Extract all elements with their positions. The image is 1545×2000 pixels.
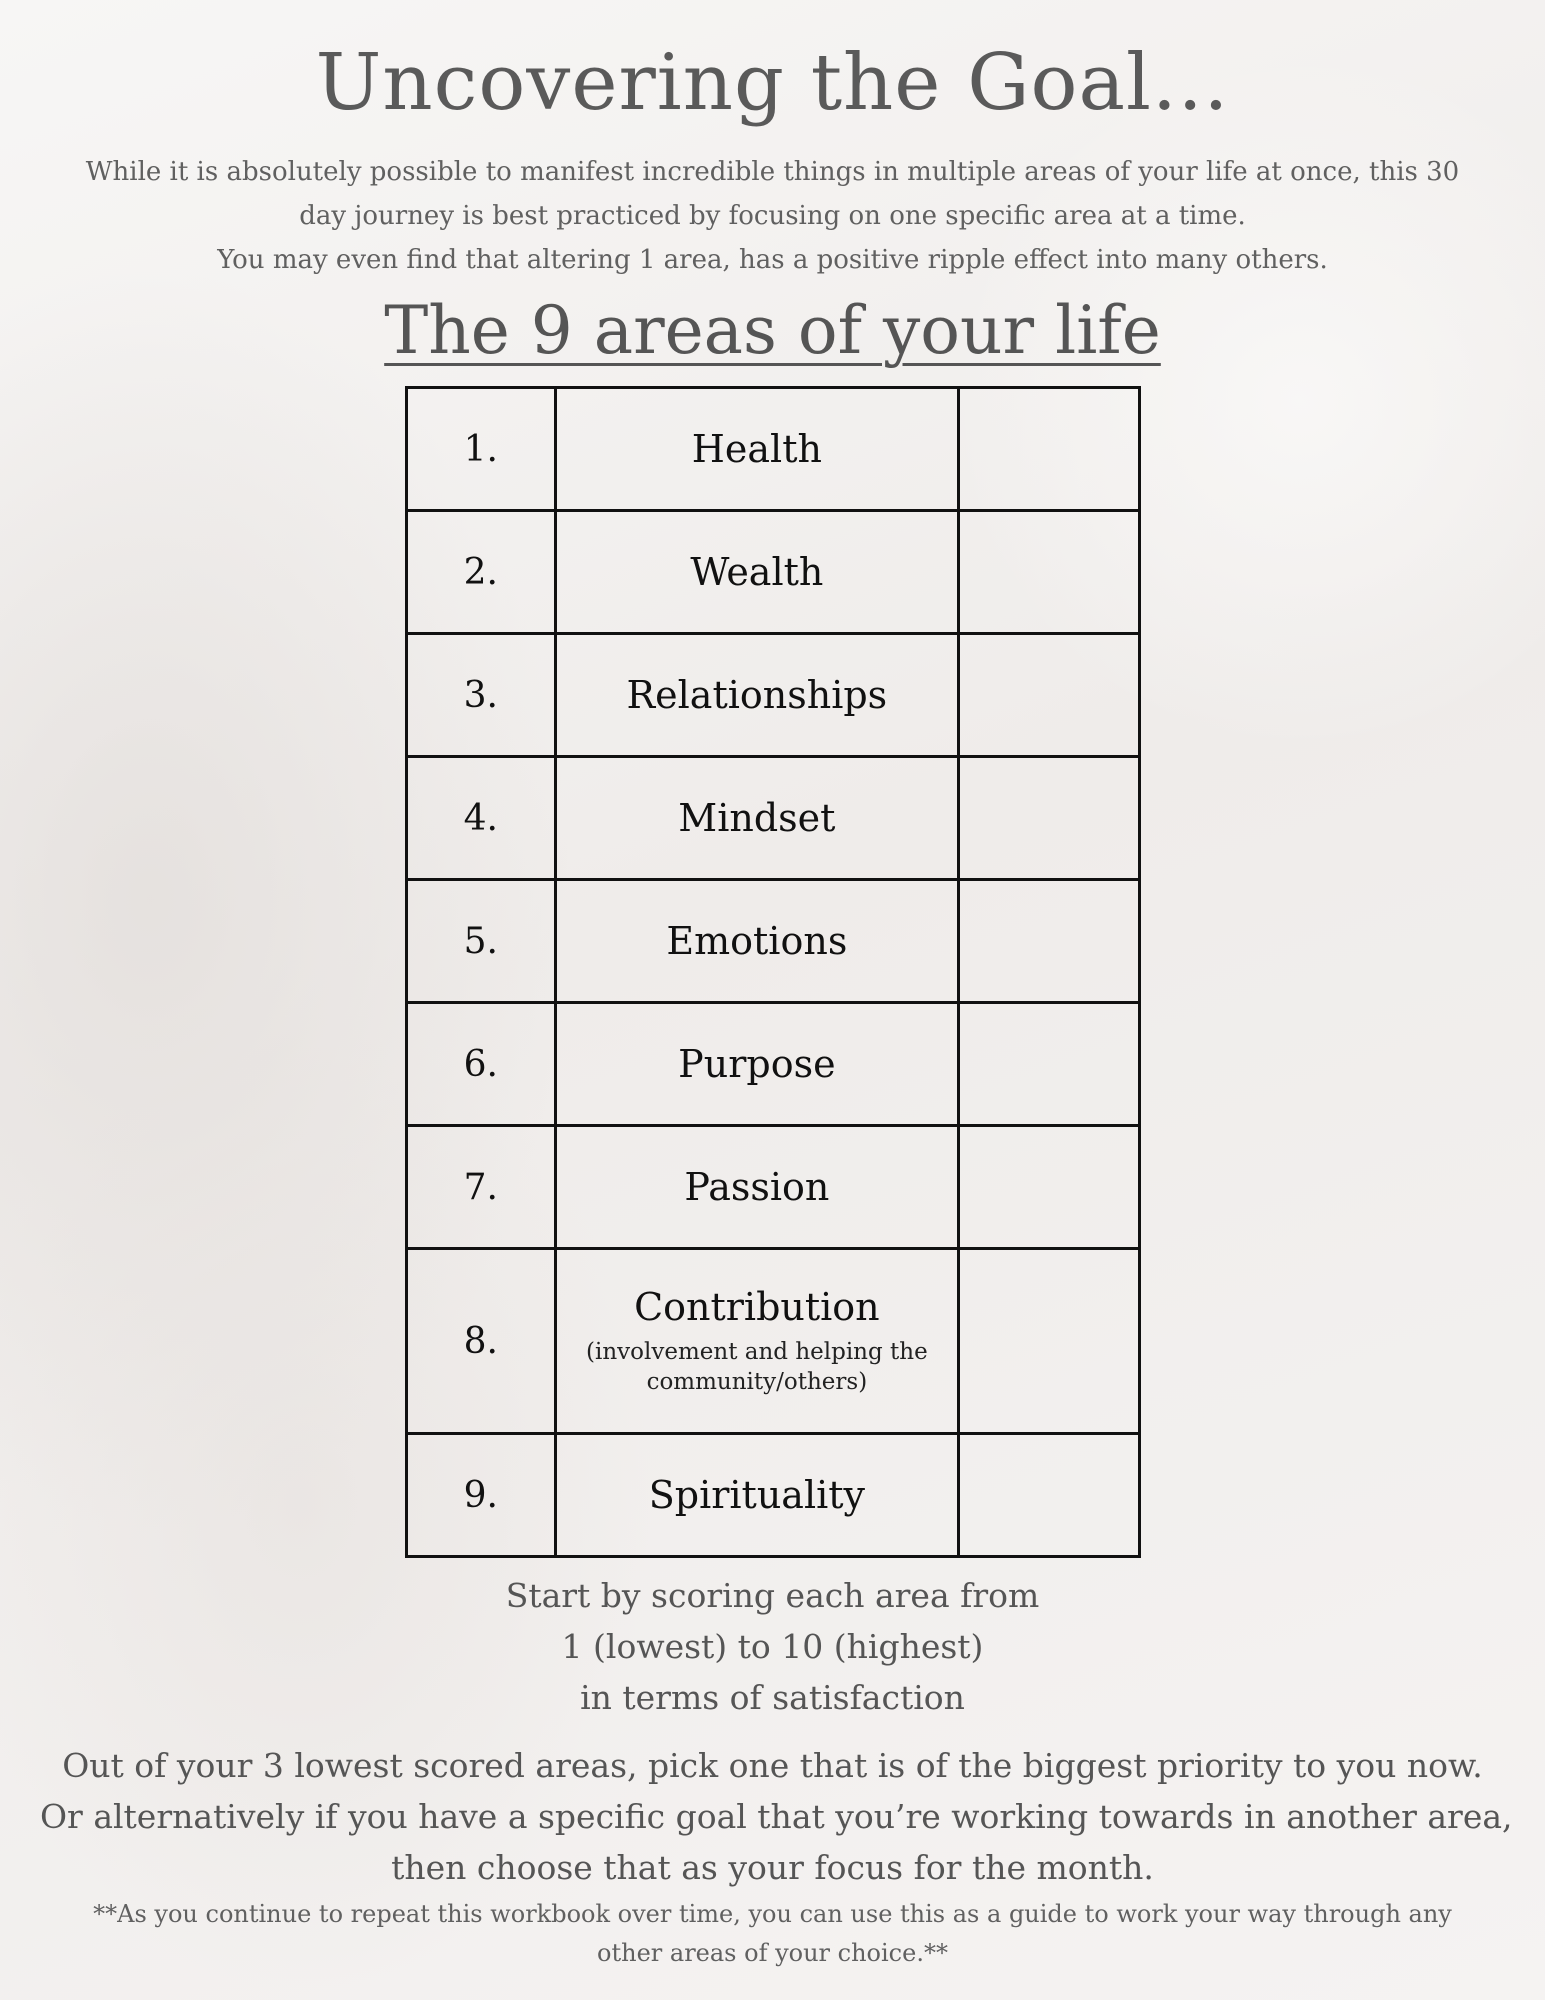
life-areas-table bbox=[405, 386, 1141, 1558]
table-row bbox=[407, 634, 1140, 757]
score-cell[interactable] bbox=[959, 1249, 1140, 1434]
area-name: Mindset bbox=[555, 757, 958, 880]
area-name: Purpose bbox=[555, 1003, 958, 1126]
score-cell[interactable] bbox=[959, 1003, 1140, 1126]
intro-paragraph bbox=[80, 150, 1465, 282]
footnote-line-1: **As you continue to repeat this workbook over time, you can use this as a guide to work your way through any bbox=[93, 1900, 1452, 1928]
choose-line-1: Out of your 3 lowest scored areas, pick one that is of the biggest priority to you now. bbox=[62, 1746, 1483, 1785]
table-row bbox=[407, 880, 1140, 1003]
area-number: 4. bbox=[407, 757, 556, 880]
area-name: Contribution bbox=[634, 1285, 880, 1329]
footnote bbox=[60, 1895, 1485, 1973]
area-number: 6. bbox=[407, 1003, 556, 1126]
area-number: 2. bbox=[407, 511, 556, 634]
score-cell[interactable] bbox=[959, 1126, 1140, 1249]
scoring-line-3: in terms of satisfaction bbox=[580, 1678, 965, 1717]
table-row bbox=[407, 388, 1140, 511]
area-note bbox=[557, 1337, 957, 1397]
area-note-line-1: (involvement and helping the bbox=[586, 1339, 928, 1365]
scoring-line-2: 1 (lowest) to 10 (highest) bbox=[561, 1627, 984, 1666]
area-name: Relationships bbox=[555, 634, 958, 757]
table-row bbox=[407, 511, 1140, 634]
area-name: Passion bbox=[555, 1126, 958, 1249]
area-number: 7. bbox=[407, 1126, 556, 1249]
area-name: Health bbox=[555, 388, 958, 511]
choose-line-3: then choose that as your focus for the month. bbox=[391, 1848, 1154, 1887]
area-cell-contribution bbox=[555, 1249, 958, 1434]
area-name: Emotions bbox=[555, 880, 958, 1003]
area-number: 9. bbox=[407, 1434, 556, 1557]
choose-instructions bbox=[40, 1740, 1513, 1893]
section-heading: The 9 areas of your life bbox=[384, 292, 1161, 369]
table-row bbox=[407, 1434, 1140, 1557]
score-cell[interactable] bbox=[959, 634, 1140, 757]
score-cell[interactable] bbox=[959, 388, 1140, 511]
table-row bbox=[407, 1003, 1140, 1126]
area-number: 3. bbox=[407, 634, 556, 757]
scoring-line-1: Start by scoring each area from bbox=[505, 1576, 1040, 1615]
intro-line-2: day journey is best practiced by focusing on one specific area at a time. bbox=[299, 201, 1246, 231]
score-cell[interactable] bbox=[959, 880, 1140, 1003]
table-row bbox=[407, 757, 1140, 880]
score-cell[interactable] bbox=[959, 511, 1140, 634]
score-cell[interactable] bbox=[959, 757, 1140, 880]
area-name: Spirituality bbox=[555, 1434, 958, 1557]
area-note-line-2: community/others) bbox=[646, 1369, 868, 1395]
table-row bbox=[407, 1126, 1140, 1249]
page-title: Uncovering the Goal... bbox=[315, 38, 1230, 128]
intro-line-1: While it is absolutely possible to manifest incredible things in multiple areas of your life at once, this 30 bbox=[85, 157, 1460, 187]
score-cell[interactable] bbox=[959, 1434, 1140, 1557]
area-name: Wealth bbox=[555, 511, 958, 634]
table-row bbox=[407, 1249, 1140, 1434]
scoring-instructions bbox=[0, 1570, 1545, 1723]
choose-line-2: Or alternatively if you have a specific goal that you’re working towards in another area, bbox=[40, 1797, 1513, 1836]
area-number: 1. bbox=[407, 388, 556, 511]
area-number: 5. bbox=[407, 880, 556, 1003]
footnote-line-2: other areas of your choice.** bbox=[597, 1939, 948, 1967]
area-number: 8. bbox=[407, 1249, 556, 1434]
intro-line-3: You may even find that altering 1 area, has a positive ripple effect into many others. bbox=[217, 245, 1328, 275]
